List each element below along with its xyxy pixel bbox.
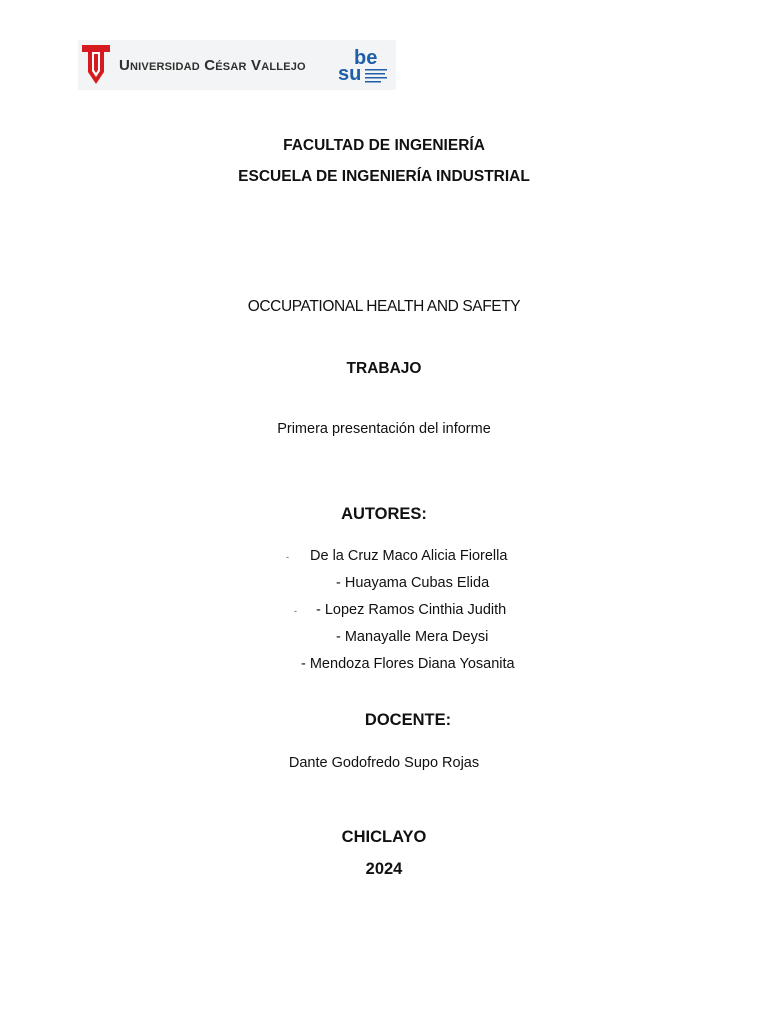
sube-logo xyxy=(338,44,394,88)
svg-text:su: su xyxy=(338,63,362,85)
svg-text:be: be xyxy=(354,47,378,69)
work-type: TRABAJO xyxy=(346,360,422,377)
ucv-shield-logo xyxy=(80,42,112,86)
author-bullet: - xyxy=(294,606,297,616)
course-title: OCCUPATIONAL HEALTH AND SAFETY xyxy=(247,298,521,315)
author-name: - Mendoza Flores Diana Yosanita xyxy=(301,656,515,672)
year: 2024 xyxy=(365,860,403,878)
school-title: ESCUELA DE INGENIERÍA INDUSTRIAL xyxy=(238,168,530,185)
city: CHICLAYO xyxy=(341,828,427,846)
university-name: Universidad César Vallejo xyxy=(119,57,306,74)
teacher-heading: DOCENTE: xyxy=(364,711,452,729)
author-name: - Huayama Cubas Elida xyxy=(336,575,490,591)
author-name: De la Cruz Maco Alicia Fiorella xyxy=(310,548,508,564)
authors-heading: AUTORES: xyxy=(341,505,427,523)
author-bullet: - xyxy=(286,552,289,562)
author-name: - Manayalle Mera Deysi xyxy=(336,629,489,645)
author-name: - Lopez Ramos Cinthia Judith xyxy=(316,602,507,618)
presentation-subtitle: Primera presentación del informe xyxy=(277,421,491,437)
faculty-title: FACULTAD DE INGENIERÍA xyxy=(283,137,485,154)
teacher-name: Dante Godofredo Supo Rojas xyxy=(288,755,480,771)
sube-logo-text xyxy=(338,47,377,85)
